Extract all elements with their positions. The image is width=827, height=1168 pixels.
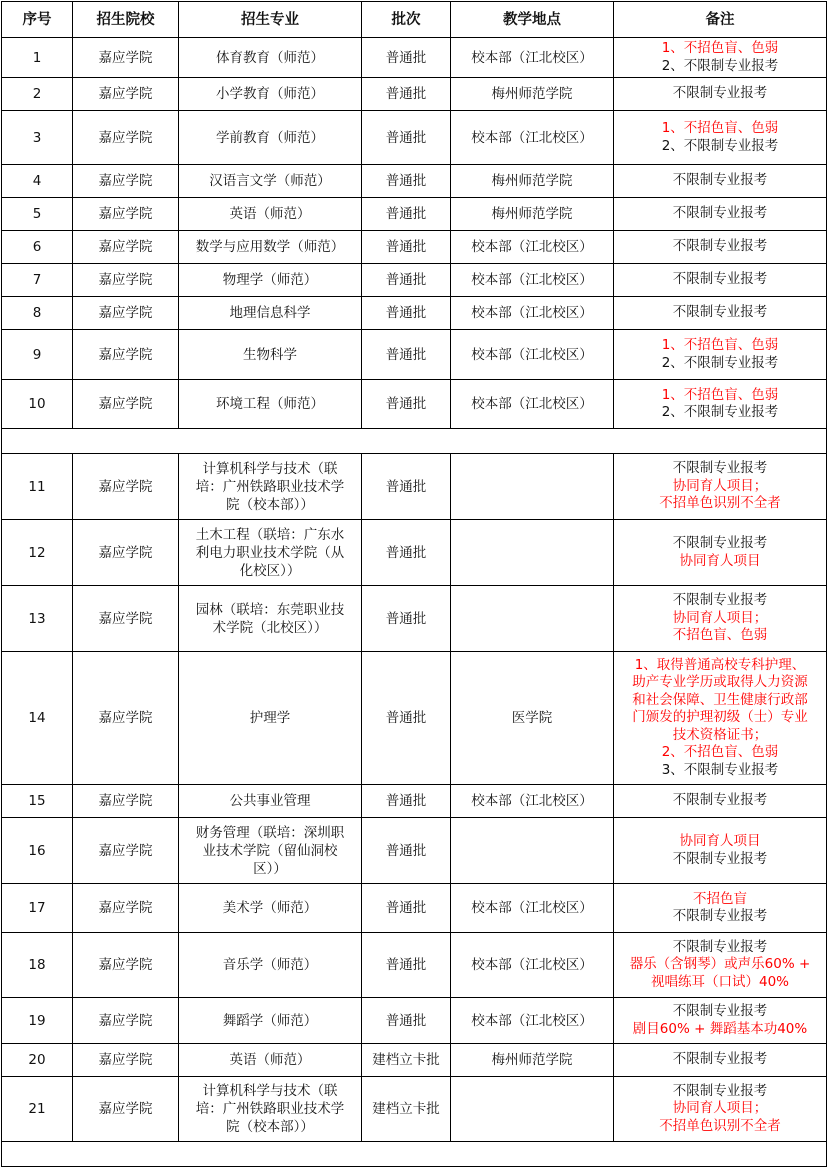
header-location: 教学地点 [451,2,614,38]
note-line-highlight: 协同育人项目 [679,552,761,569]
major-line: 计算机科学与技术（联 [202,460,338,477]
cell-notes [614,454,827,520]
cell-notes [614,198,827,231]
cell-major [179,586,362,652]
note-line-highlight: 1、不招色盲、色弱 [661,337,779,353]
cell-batch: 建档立卡批 [362,1044,451,1077]
major-line: 院（校本部）） [226,496,314,513]
cell-index: 7 [2,264,73,297]
note-line: 不限制专业报考 [672,85,768,102]
cell-school: 嘉应学院 [73,78,179,111]
cell-major [179,231,362,264]
major-line: 体育教育（师范） [216,49,324,66]
cell-location [451,1077,614,1142]
cell-location [451,454,614,520]
note-line: 不限制专业报考 [672,792,768,809]
cell-school: 嘉应学院 [73,818,179,884]
major-line: 舞蹈学（师范） [222,1012,318,1029]
cell-location: 校本部（江北校区） [451,297,614,330]
table-row [2,520,827,586]
major-line: 区）） [253,860,287,877]
cell-index: 11 [2,454,73,520]
cell-index: 8 [2,297,73,330]
table-row [2,330,827,380]
table-row [2,586,827,652]
cell-notes [614,586,827,652]
cell-school: 嘉应学院 [73,231,179,264]
note-line: 不限制专业报考 [672,304,768,321]
major-line: 英语（师范） [229,206,311,222]
note-line: 不限制专业报考 [672,205,768,222]
major-line: 音乐学（师范） [222,957,318,973]
note-line-highlight: 1、不招色盲、色弱 [661,386,779,403]
header-index: 序号 [2,2,73,38]
cell-batch: 普通批 [362,165,451,198]
cell-school: 嘉应学院 [73,111,179,165]
cell-batch: 普通批 [362,454,451,520]
cell-index: 1 [2,38,73,78]
table-row [2,818,827,884]
major-line: 公共事业管理 [229,793,311,809]
cell-major [179,998,362,1044]
cell-index: 6 [2,231,73,264]
cell-school: 嘉应学院 [73,520,179,586]
cell-location: 梅州师范学院 [451,198,614,231]
note-line: 不限制专业报考 [672,592,768,609]
cell-index: 15 [2,785,73,818]
major-line: 园林（联培：东莞职业技 [195,601,345,618]
note-line-highlight: 2、不招色盲、色弱 [661,744,779,761]
note-line-highlight: 不招色盲、色弱 [672,627,768,644]
cell-major [179,884,362,933]
cell-notes [614,111,827,165]
cell-batch: 普通批 [362,818,451,884]
cell-location: 校本部（江北校区） [451,38,614,78]
cell-notes [614,297,827,330]
cell-major [179,198,362,231]
note-line: 不限制专业报考 [672,460,768,477]
cell-notes [614,818,827,884]
cell-batch: 普通批 [362,380,451,429]
cell-notes [614,933,827,998]
cell-major [179,330,362,380]
cell-major [179,933,362,998]
major-line: 土木工程（联培：广东水 [195,526,345,543]
cell-notes [614,652,827,785]
note-line: 不限制专业报考 [672,1082,768,1099]
spacer-cell [2,429,827,454]
table-row [2,1044,827,1077]
cell-index: 16 [2,818,73,884]
table-row [2,231,827,264]
cell-batch: 普通批 [362,297,451,330]
cell-location: 校本部（江北校区） [451,998,614,1044]
note-line: 不限制专业报考 [672,271,768,288]
table-row [2,1077,827,1142]
note-line-highlight: 技术资格证书； [672,726,768,743]
note-line: 不限制专业报考 [672,1051,768,1068]
note-line-highlight: 协同育人项目； [672,1100,768,1117]
note-line-highlight: 1、取得普通高校专科护理、 [634,656,806,673]
table-row [2,165,827,198]
cell-school: 嘉应学院 [73,1077,179,1142]
note-line-highlight: 不招色盲 [693,890,747,907]
cell-index: 17 [2,884,73,933]
cell-notes [614,38,827,78]
note-line-highlight: 协同育人项目； [672,477,768,494]
major-line: 利电力职业技术学院（从 [195,544,345,561]
table-row [2,454,827,520]
cell-major [179,78,362,111]
cell-school: 嘉应学院 [73,38,179,78]
major-line: 物理学（师范） [222,272,318,288]
table-row [2,297,827,330]
major-line: 院（校本部）） [226,1119,314,1135]
cell-notes [614,1077,827,1142]
major-line: 术学院（北校区）） [212,619,328,636]
note-line-highlight: 剧目60% + 舞蹈基本功40% [632,1020,808,1037]
cell-index: 3 [2,111,73,165]
cell-location: 校本部（江北校区） [451,231,614,264]
cell-major [179,454,362,520]
cell-school: 嘉应学院 [73,264,179,297]
cell-notes [614,231,827,264]
cell-location: 校本部（江北校区） [451,380,614,429]
major-line: 小学教育（师范） [216,86,324,102]
note-line-highlight: 器乐（含钢琴）或声乐60% + [629,956,811,973]
cell-major [179,38,362,78]
cell-notes [614,884,827,933]
major-line: 英语（师范） [229,1052,311,1068]
table-row [2,38,827,78]
cell-major [179,785,362,818]
cell-major [179,380,362,429]
cell-batch: 普通批 [362,198,451,231]
note-line: 不限制专业报考 [672,535,768,551]
major-line: 业技术学院（留仙洞校 [202,842,338,859]
cell-location: 梅州师范学院 [451,1044,614,1077]
table-row [2,198,827,231]
note-line: 2、不限制专业报考 [661,57,779,74]
cell-notes [614,165,827,198]
major-line: 培：广州铁路职业技术学 [195,478,345,495]
header-notes: 备注 [614,2,827,38]
table-row [2,884,827,933]
major-line: 环境工程（师范） [216,396,324,412]
cell-location: 校本部（江北校区） [451,111,614,165]
cell-school: 嘉应学院 [73,297,179,330]
cell-index: 5 [2,198,73,231]
cell-location: 医学院 [451,652,614,785]
note-line-highlight: 协同育人项目 [679,833,761,849]
note-line-highlight: 1、不招色盲、色弱 [661,40,779,56]
cell-index: 4 [2,165,73,198]
note-line: 不限制专业报考 [672,850,768,867]
cell-school: 嘉应学院 [73,933,179,998]
cell-major [179,264,362,297]
table-body [2,38,827,1167]
major-line: 培：广州铁路职业技术学 [195,1101,345,1117]
note-line: 3、不限制专业报考 [661,761,779,778]
note-line-highlight: 视唱练耳（口试）40% [650,973,789,990]
cell-major [179,520,362,586]
note-line-highlight: 协同育人项目； [672,609,768,626]
cell-notes [614,785,827,818]
cell-index: 20 [2,1044,73,1077]
cell-major [179,297,362,330]
cell-location: 校本部（江北校区） [451,884,614,933]
cell-location: 校本部（江北校区） [451,264,614,297]
cell-batch: 普通批 [362,785,451,818]
cell-major [179,111,362,165]
spacer-cell [2,1142,827,1167]
major-line: 财务管理（联培：深圳职 [195,824,345,841]
note-line-highlight: 助产专业学历或取得人力资源 [632,674,808,691]
note-line: 2、不限制专业报考 [661,354,779,371]
cell-school: 嘉应学院 [73,1044,179,1077]
table-row [2,78,827,111]
cell-school: 嘉应学院 [73,586,179,652]
cell-notes [614,264,827,297]
header-batch: 批次 [362,2,451,38]
cell-batch: 普通批 [362,330,451,380]
cell-school: 嘉应学院 [73,198,179,231]
cell-major [179,165,362,198]
cell-major [179,1044,362,1077]
cell-index: 14 [2,652,73,785]
spacer-row [2,429,827,454]
cell-location: 校本部（江北校区） [451,785,614,818]
cell-notes [614,330,827,380]
cell-batch: 普通批 [362,231,451,264]
table-row [2,933,827,998]
cell-batch: 建档立卡批 [362,1077,451,1142]
note-line-highlight: 不招单色识别不全者 [659,1117,781,1134]
header-school: 招生院校 [73,2,179,38]
major-line: 汉语言文学（师范） [209,173,331,189]
major-line: 化校区）） [239,562,301,579]
note-line: 不限制专业报考 [672,1003,768,1019]
note-line: 2、不限制专业报考 [661,137,779,154]
cell-index: 10 [2,380,73,429]
cell-batch: 普通批 [362,38,451,78]
cell-school: 嘉应学院 [73,165,179,198]
cell-notes [614,520,827,586]
cell-index: 18 [2,933,73,998]
cell-location: 梅州师范学院 [451,78,614,111]
cell-index: 2 [2,78,73,111]
cell-batch: 普通批 [362,998,451,1044]
cell-school: 嘉应学院 [73,380,179,429]
major-line: 美术学（师范） [222,900,318,916]
table-row [2,380,827,429]
major-line: 数学与应用数学（师范） [195,239,345,255]
major-line: 计算机科学与技术（联 [202,1083,338,1099]
cell-batch: 普通批 [362,520,451,586]
major-line: 护理学 [249,710,291,726]
cell-index: 21 [2,1077,73,1142]
cell-notes [614,1044,827,1077]
cell-location: 校本部（江北校区） [451,330,614,380]
spacer-row [2,1142,827,1167]
cell-school: 嘉应学院 [73,652,179,785]
cell-index: 19 [2,998,73,1044]
cell-location [451,520,614,586]
cell-location: 校本部（江北校区） [451,933,614,998]
note-line: 2、不限制专业报考 [661,404,779,420]
header-row [2,2,827,38]
cell-school: 嘉应学院 [73,884,179,933]
cell-location [451,818,614,884]
cell-index: 12 [2,520,73,586]
cell-major [179,652,362,785]
cell-location: 梅州师范学院 [451,165,614,198]
cell-notes [614,998,827,1044]
cell-major [179,818,362,884]
cell-batch: 普通批 [362,884,451,933]
table-row [2,998,827,1044]
cell-school: 嘉应学院 [73,330,179,380]
admissions-table [1,1,827,1167]
note-line: 不限制专业报考 [672,238,768,255]
cell-batch: 普通批 [362,586,451,652]
table-row [2,785,827,818]
cell-notes [614,380,827,429]
cell-index: 13 [2,586,73,652]
cell-school: 嘉应学院 [73,454,179,520]
cell-school: 嘉应学院 [73,785,179,818]
note-line-highlight: 1、不招色盲、色弱 [661,120,779,136]
table-row [2,111,827,165]
cell-batch: 普通批 [362,111,451,165]
cell-major [179,1077,362,1142]
cell-batch: 普通批 [362,652,451,785]
cell-batch: 普通批 [362,264,451,297]
cell-notes [614,78,827,111]
note-line-highlight: 不招单色识别不全者 [659,495,781,512]
note-line-highlight: 和社会保障、卫生健康行政部 [632,691,808,708]
major-line: 地理信息科学 [229,305,311,321]
cell-location [451,586,614,652]
header-major: 招生专业 [179,2,362,38]
table-row [2,652,827,785]
table-row [2,264,827,297]
note-line: 不限制专业报考 [672,908,768,924]
note-line: 不限制专业报考 [672,938,768,955]
major-line: 生物科学 [243,346,297,363]
major-line: 学前教育（师范） [216,129,324,146]
cell-batch: 普通批 [362,933,451,998]
cell-school: 嘉应学院 [73,998,179,1044]
cell-index: 9 [2,330,73,380]
note-line: 不限制专业报考 [672,172,768,189]
note-line-highlight: 门颁发的护理初级（士）专业 [632,709,808,726]
cell-batch: 普通批 [362,78,451,111]
